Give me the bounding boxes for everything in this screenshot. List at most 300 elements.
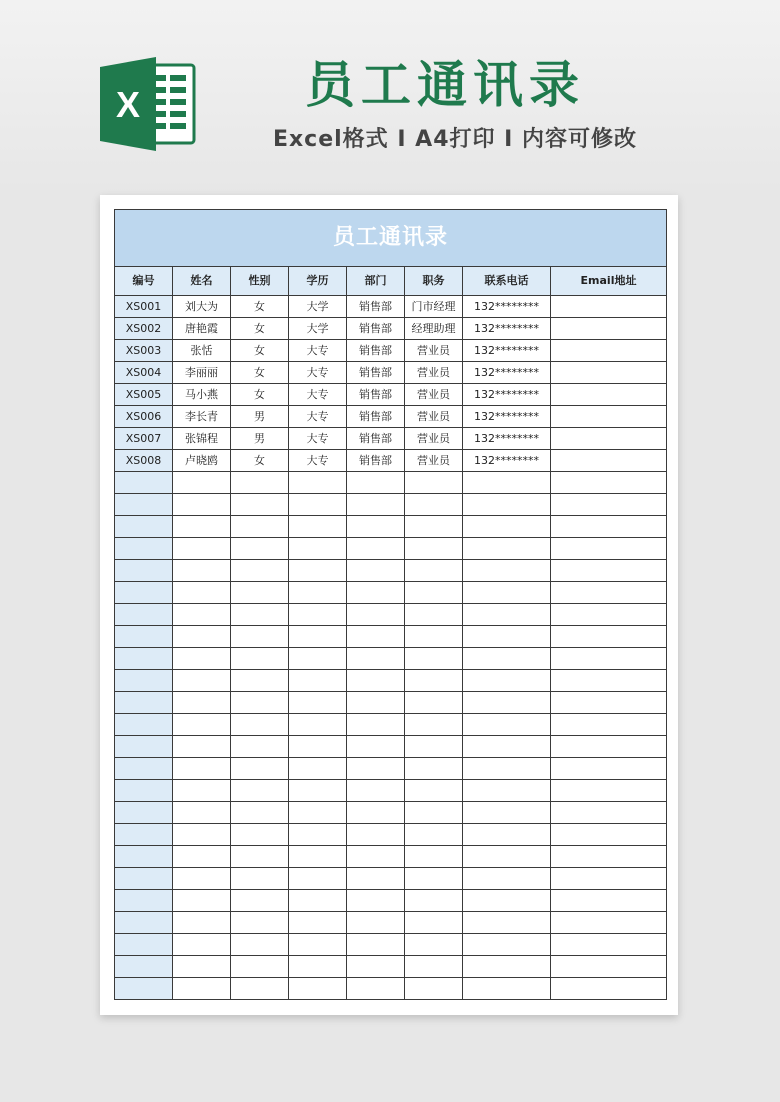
empty-cell-name[interactable] bbox=[173, 516, 231, 538]
empty-cell-education[interactable] bbox=[289, 494, 347, 516]
empty-cell-position[interactable] bbox=[405, 956, 463, 978]
empty-cell-phone[interactable] bbox=[463, 824, 551, 846]
cell-department[interactable]: 销售部 bbox=[347, 340, 405, 362]
empty-cell-education[interactable] bbox=[289, 714, 347, 736]
empty-cell-name[interactable] bbox=[173, 604, 231, 626]
empty-cell-department[interactable] bbox=[347, 758, 405, 780]
excel-icon bbox=[100, 55, 198, 153]
cell-name[interactable]: 马小燕 bbox=[173, 384, 231, 406]
column-header-email[interactable]: Email地址 bbox=[551, 267, 667, 296]
empty-row bbox=[115, 736, 667, 758]
empty-cell-name[interactable] bbox=[173, 934, 231, 956]
empty-cell-phone[interactable] bbox=[463, 780, 551, 802]
empty-cell-phone[interactable] bbox=[463, 978, 551, 1000]
cell-education[interactable]: 大专 bbox=[289, 450, 347, 472]
empty-cell-department[interactable] bbox=[347, 670, 405, 692]
empty-cell-position[interactable] bbox=[405, 472, 463, 494]
empty-cell-position[interactable] bbox=[405, 604, 463, 626]
empty-cell-email[interactable] bbox=[551, 516, 667, 538]
empty-cell-education[interactable] bbox=[289, 692, 347, 714]
cell-education[interactable]: 大专 bbox=[289, 406, 347, 428]
cell-name[interactable]: 刘大为 bbox=[173, 296, 231, 318]
empty-cell-id[interactable] bbox=[115, 802, 173, 824]
cell-id[interactable]: XS007 bbox=[115, 428, 173, 450]
empty-cell-id[interactable] bbox=[115, 824, 173, 846]
empty-cell-phone[interactable] bbox=[463, 912, 551, 934]
empty-cell-email[interactable] bbox=[551, 934, 667, 956]
empty-cell-position[interactable] bbox=[405, 890, 463, 912]
cell-email[interactable] bbox=[551, 362, 667, 384]
empty-cell-gender[interactable] bbox=[231, 802, 289, 824]
empty-cell-gender[interactable] bbox=[231, 670, 289, 692]
empty-cell-gender[interactable] bbox=[231, 494, 289, 516]
cell-email[interactable] bbox=[551, 384, 667, 406]
cell-department[interactable]: 销售部 bbox=[347, 384, 405, 406]
cell-phone[interactable]: 132******** bbox=[463, 296, 551, 318]
empty-cell-education[interactable] bbox=[289, 824, 347, 846]
empty-cell-gender[interactable] bbox=[231, 934, 289, 956]
empty-cell-gender[interactable] bbox=[231, 824, 289, 846]
empty-cell-position[interactable] bbox=[405, 516, 463, 538]
table-row bbox=[115, 450, 667, 472]
cell-position[interactable]: 门市经理 bbox=[405, 296, 463, 318]
cell-gender[interactable]: 女 bbox=[231, 296, 289, 318]
cell-gender[interactable]: 男 bbox=[231, 428, 289, 450]
empty-cell-id[interactable] bbox=[115, 956, 173, 978]
cell-email[interactable] bbox=[551, 318, 667, 340]
empty-row bbox=[115, 868, 667, 890]
empty-cell-email[interactable] bbox=[551, 582, 667, 604]
empty-cell-education[interactable] bbox=[289, 582, 347, 604]
empty-cell-phone[interactable] bbox=[463, 582, 551, 604]
empty-cell-department[interactable] bbox=[347, 868, 405, 890]
cell-education[interactable]: 大专 bbox=[289, 428, 347, 450]
empty-cell-id[interactable] bbox=[115, 670, 173, 692]
cell-gender[interactable]: 女 bbox=[231, 362, 289, 384]
empty-cell-education[interactable] bbox=[289, 538, 347, 560]
empty-cell-id[interactable] bbox=[115, 472, 173, 494]
empty-cell-id[interactable] bbox=[115, 846, 173, 868]
empty-cell-phone[interactable] bbox=[463, 648, 551, 670]
empty-cell-id[interactable] bbox=[115, 714, 173, 736]
cell-name[interactable]: 张恬 bbox=[173, 340, 231, 362]
empty-row bbox=[115, 538, 667, 560]
empty-cell-email[interactable] bbox=[551, 846, 667, 868]
empty-row bbox=[115, 846, 667, 868]
empty-cell-email[interactable] bbox=[551, 868, 667, 890]
empty-cell-education[interactable] bbox=[289, 472, 347, 494]
empty-row bbox=[115, 560, 667, 582]
empty-cell-gender[interactable] bbox=[231, 648, 289, 670]
empty-cell-education[interactable] bbox=[289, 846, 347, 868]
empty-cell-email[interactable] bbox=[551, 604, 667, 626]
empty-cell-name[interactable] bbox=[173, 824, 231, 846]
empty-cell-name[interactable] bbox=[173, 780, 231, 802]
empty-cell-name[interactable] bbox=[173, 582, 231, 604]
empty-cell-id[interactable] bbox=[115, 758, 173, 780]
cell-email[interactable] bbox=[551, 340, 667, 362]
empty-cell-position[interactable] bbox=[405, 626, 463, 648]
empty-cell-gender[interactable] bbox=[231, 868, 289, 890]
empty-cell-position[interactable] bbox=[405, 736, 463, 758]
empty-cell-id[interactable] bbox=[115, 560, 173, 582]
empty-row bbox=[115, 626, 667, 648]
empty-cell-gender[interactable] bbox=[231, 736, 289, 758]
empty-cell-education[interactable] bbox=[289, 890, 347, 912]
empty-cell-name[interactable] bbox=[173, 560, 231, 582]
empty-row bbox=[115, 604, 667, 626]
empty-cell-education[interactable] bbox=[289, 956, 347, 978]
empty-cell-id[interactable] bbox=[115, 736, 173, 758]
empty-cell-name[interactable] bbox=[173, 868, 231, 890]
cell-phone[interactable]: 132******** bbox=[463, 318, 551, 340]
empty-cell-name[interactable] bbox=[173, 978, 231, 1000]
empty-row bbox=[115, 890, 667, 912]
empty-cell-education[interactable] bbox=[289, 648, 347, 670]
empty-cell-position[interactable] bbox=[405, 912, 463, 934]
empty-cell-gender[interactable] bbox=[231, 978, 289, 1000]
empty-cell-phone[interactable] bbox=[463, 670, 551, 692]
cell-phone[interactable]: 132******** bbox=[463, 362, 551, 384]
empty-row bbox=[115, 934, 667, 956]
empty-cell-phone[interactable] bbox=[463, 692, 551, 714]
empty-cell-email[interactable] bbox=[551, 560, 667, 582]
empty-cell-gender[interactable] bbox=[231, 538, 289, 560]
cell-id[interactable]: XS008 bbox=[115, 450, 173, 472]
empty-cell-gender[interactable] bbox=[231, 516, 289, 538]
empty-cell-phone[interactable] bbox=[463, 626, 551, 648]
empty-cell-phone[interactable] bbox=[463, 538, 551, 560]
empty-cell-phone[interactable] bbox=[463, 604, 551, 626]
empty-cell-education[interactable] bbox=[289, 934, 347, 956]
empty-cell-department[interactable] bbox=[347, 560, 405, 582]
table-row bbox=[115, 340, 667, 362]
cell-position[interactable]: 营业员 bbox=[405, 428, 463, 450]
page-subtitle: Excel格式 I A4打印 I 内容可修改 bbox=[272, 127, 638, 152]
empty-cell-education[interactable] bbox=[289, 516, 347, 538]
cell-department[interactable]: 销售部 bbox=[347, 428, 405, 450]
empty-cell-position[interactable] bbox=[405, 670, 463, 692]
empty-cell-department[interactable] bbox=[347, 912, 405, 934]
empty-cell-phone[interactable] bbox=[463, 560, 551, 582]
empty-cell-id[interactable] bbox=[115, 978, 173, 1000]
empty-cell-name[interactable] bbox=[173, 890, 231, 912]
cell-gender[interactable]: 女 bbox=[231, 384, 289, 406]
cell-position[interactable]: 经理助理 bbox=[405, 318, 463, 340]
empty-cell-name[interactable] bbox=[173, 472, 231, 494]
cell-email[interactable] bbox=[551, 296, 667, 318]
empty-cell-name[interactable] bbox=[173, 736, 231, 758]
empty-cell-email[interactable] bbox=[551, 912, 667, 934]
empty-cell-education[interactable] bbox=[289, 802, 347, 824]
empty-cell-id[interactable] bbox=[115, 604, 173, 626]
column-header-department[interactable]: 部门 bbox=[347, 267, 405, 296]
empty-cell-gender[interactable] bbox=[231, 758, 289, 780]
cell-phone[interactable]: 132******** bbox=[463, 340, 551, 362]
cell-position[interactable]: 营业员 bbox=[405, 384, 463, 406]
empty-cell-id[interactable] bbox=[115, 934, 173, 956]
empty-cell-department[interactable] bbox=[347, 538, 405, 560]
cell-position[interactable]: 营业员 bbox=[405, 450, 463, 472]
empty-cell-id[interactable] bbox=[115, 538, 173, 560]
table-row bbox=[115, 318, 667, 340]
cell-name[interactable]: 卢晓鸥 bbox=[173, 450, 231, 472]
empty-cell-id[interactable] bbox=[115, 890, 173, 912]
empty-cell-id[interactable] bbox=[115, 626, 173, 648]
empty-row bbox=[115, 648, 667, 670]
empty-cell-name[interactable] bbox=[173, 758, 231, 780]
table-row bbox=[115, 428, 667, 450]
column-header-name[interactable]: 姓名 bbox=[173, 267, 231, 296]
empty-cell-id[interactable] bbox=[115, 692, 173, 714]
empty-cell-name[interactable] bbox=[173, 692, 231, 714]
empty-cell-phone[interactable] bbox=[463, 494, 551, 516]
empty-cell-department[interactable] bbox=[347, 846, 405, 868]
empty-cell-id[interactable] bbox=[115, 494, 173, 516]
empty-cell-department[interactable] bbox=[347, 802, 405, 824]
column-header-phone[interactable]: 联系电话 bbox=[463, 267, 551, 296]
empty-cell-email[interactable] bbox=[551, 714, 667, 736]
column-header-gender[interactable]: 性别 bbox=[231, 267, 289, 296]
cell-education[interactable]: 大专 bbox=[289, 362, 347, 384]
table-row bbox=[115, 296, 667, 318]
empty-cell-gender[interactable] bbox=[231, 560, 289, 582]
empty-cell-name[interactable] bbox=[173, 670, 231, 692]
empty-cell-department[interactable] bbox=[347, 714, 405, 736]
empty-cell-email[interactable] bbox=[551, 494, 667, 516]
empty-cell-position[interactable] bbox=[405, 846, 463, 868]
empty-cell-gender[interactable] bbox=[231, 626, 289, 648]
empty-cell-position[interactable] bbox=[405, 978, 463, 1000]
cell-education[interactable]: 大学 bbox=[289, 296, 347, 318]
empty-cell-id[interactable] bbox=[115, 868, 173, 890]
empty-cell-department[interactable] bbox=[347, 626, 405, 648]
cell-education[interactable]: 大专 bbox=[289, 384, 347, 406]
empty-cell-department[interactable] bbox=[347, 516, 405, 538]
empty-cell-position[interactable] bbox=[405, 714, 463, 736]
empty-cell-department[interactable] bbox=[347, 978, 405, 1000]
cell-education[interactable]: 大专 bbox=[289, 340, 347, 362]
empty-row bbox=[115, 472, 667, 494]
empty-cell-education[interactable] bbox=[289, 626, 347, 648]
empty-cell-email[interactable] bbox=[551, 956, 667, 978]
cell-gender[interactable]: 女 bbox=[231, 340, 289, 362]
empty-cell-email[interactable] bbox=[551, 648, 667, 670]
empty-cell-gender[interactable] bbox=[231, 912, 289, 934]
empty-cell-email[interactable] bbox=[551, 736, 667, 758]
empty-cell-gender[interactable] bbox=[231, 956, 289, 978]
empty-row bbox=[115, 978, 667, 1000]
empty-cell-education[interactable] bbox=[289, 736, 347, 758]
empty-cell-gender[interactable] bbox=[231, 604, 289, 626]
empty-cell-phone[interactable] bbox=[463, 890, 551, 912]
empty-cell-education[interactable] bbox=[289, 868, 347, 890]
empty-cell-department[interactable] bbox=[347, 494, 405, 516]
empty-cell-email[interactable] bbox=[551, 538, 667, 560]
empty-cell-position[interactable] bbox=[405, 494, 463, 516]
empty-cell-education[interactable] bbox=[289, 978, 347, 1000]
cell-phone[interactable]: 132******** bbox=[463, 450, 551, 472]
cell-department[interactable]: 销售部 bbox=[347, 450, 405, 472]
empty-cell-gender[interactable] bbox=[231, 692, 289, 714]
empty-cell-department[interactable] bbox=[347, 890, 405, 912]
empty-cell-phone[interactable] bbox=[463, 846, 551, 868]
empty-cell-department[interactable] bbox=[347, 648, 405, 670]
empty-row bbox=[115, 582, 667, 604]
empty-row bbox=[115, 912, 667, 934]
empty-cell-email[interactable] bbox=[551, 890, 667, 912]
empty-cell-name[interactable] bbox=[173, 802, 231, 824]
empty-cell-email[interactable] bbox=[551, 472, 667, 494]
cell-name[interactable]: 唐艳霞 bbox=[173, 318, 231, 340]
empty-cell-email[interactable] bbox=[551, 824, 667, 846]
empty-row bbox=[115, 824, 667, 846]
empty-cell-name[interactable] bbox=[173, 626, 231, 648]
empty-row bbox=[115, 780, 667, 802]
cell-email[interactable] bbox=[551, 450, 667, 472]
column-header-id[interactable]: 编号 bbox=[115, 267, 173, 296]
empty-cell-id[interactable] bbox=[115, 912, 173, 934]
empty-cell-education[interactable] bbox=[289, 560, 347, 582]
empty-cell-gender[interactable] bbox=[231, 472, 289, 494]
cell-gender[interactable]: 女 bbox=[231, 318, 289, 340]
cell-position[interactable]: 营业员 bbox=[405, 362, 463, 384]
cell-email[interactable] bbox=[551, 406, 667, 428]
empty-row bbox=[115, 714, 667, 736]
empty-cell-department[interactable] bbox=[347, 934, 405, 956]
cell-email[interactable] bbox=[551, 428, 667, 450]
cell-name[interactable]: 张锦程 bbox=[173, 428, 231, 450]
empty-cell-email[interactable] bbox=[551, 780, 667, 802]
empty-cell-gender[interactable] bbox=[231, 714, 289, 736]
table-row bbox=[115, 406, 667, 428]
cell-id[interactable]: XS004 bbox=[115, 362, 173, 384]
cell-id[interactable]: XS003 bbox=[115, 340, 173, 362]
cell-id[interactable]: XS001 bbox=[115, 296, 173, 318]
empty-cell-email[interactable] bbox=[551, 978, 667, 1000]
empty-cell-department[interactable] bbox=[347, 604, 405, 626]
empty-cell-position[interactable] bbox=[405, 648, 463, 670]
cell-department[interactable]: 销售部 bbox=[347, 362, 405, 384]
cell-phone[interactable]: 132******** bbox=[463, 406, 551, 428]
cell-department[interactable]: 销售部 bbox=[347, 318, 405, 340]
contact-table bbox=[114, 209, 667, 1000]
empty-cell-department[interactable] bbox=[347, 956, 405, 978]
empty-row bbox=[115, 692, 667, 714]
empty-cell-position[interactable] bbox=[405, 692, 463, 714]
empty-cell-phone[interactable] bbox=[463, 802, 551, 824]
empty-cell-education[interactable] bbox=[289, 604, 347, 626]
empty-cell-email[interactable] bbox=[551, 692, 667, 714]
empty-cell-education[interactable] bbox=[289, 780, 347, 802]
empty-cell-gender[interactable] bbox=[231, 780, 289, 802]
empty-cell-department[interactable] bbox=[347, 692, 405, 714]
empty-cell-department[interactable] bbox=[347, 582, 405, 604]
empty-cell-position[interactable] bbox=[405, 868, 463, 890]
empty-row bbox=[115, 802, 667, 824]
empty-cell-education[interactable] bbox=[289, 670, 347, 692]
empty-cell-department[interactable] bbox=[347, 472, 405, 494]
empty-cell-id[interactable] bbox=[115, 780, 173, 802]
cell-education[interactable]: 大学 bbox=[289, 318, 347, 340]
empty-cell-name[interactable] bbox=[173, 538, 231, 560]
empty-cell-email[interactable] bbox=[551, 670, 667, 692]
cell-phone[interactable]: 132******** bbox=[463, 428, 551, 450]
empty-cell-position[interactable] bbox=[405, 560, 463, 582]
cell-name[interactable]: 李丽丽 bbox=[173, 362, 231, 384]
empty-cell-gender[interactable] bbox=[231, 890, 289, 912]
cell-department[interactable]: 销售部 bbox=[347, 296, 405, 318]
cell-name[interactable]: 李长青 bbox=[173, 406, 231, 428]
empty-cell-email[interactable] bbox=[551, 758, 667, 780]
cell-position[interactable]: 营业员 bbox=[405, 406, 463, 428]
empty-cell-id[interactable] bbox=[115, 516, 173, 538]
empty-cell-department[interactable] bbox=[347, 824, 405, 846]
empty-cell-education[interactable] bbox=[289, 758, 347, 780]
sheet-title[interactable]: 员工通讯录 bbox=[115, 210, 667, 267]
empty-cell-name[interactable] bbox=[173, 912, 231, 934]
empty-row bbox=[115, 494, 667, 516]
empty-cell-phone[interactable] bbox=[463, 934, 551, 956]
empty-cell-position[interactable] bbox=[405, 934, 463, 956]
empty-cell-position[interactable] bbox=[405, 802, 463, 824]
empty-cell-phone[interactable] bbox=[463, 956, 551, 978]
column-header-education[interactable]: 学历 bbox=[289, 267, 347, 296]
column-header-position[interactable]: 职务 bbox=[405, 267, 463, 296]
empty-cell-department[interactable] bbox=[347, 736, 405, 758]
cell-phone[interactable]: 132******** bbox=[463, 384, 551, 406]
empty-cell-position[interactable] bbox=[405, 758, 463, 780]
empty-cell-phone[interactable] bbox=[463, 714, 551, 736]
empty-cell-phone[interactable] bbox=[463, 472, 551, 494]
page-title: 员工通讯录 bbox=[305, 56, 585, 114]
cell-id[interactable]: XS006 bbox=[115, 406, 173, 428]
table-body bbox=[115, 296, 667, 1000]
empty-cell-department[interactable] bbox=[347, 780, 405, 802]
spreadsheet-paper bbox=[100, 195, 678, 1015]
empty-cell-position[interactable] bbox=[405, 538, 463, 560]
cell-department[interactable]: 销售部 bbox=[347, 406, 405, 428]
empty-cell-phone[interactable] bbox=[463, 736, 551, 758]
empty-cell-gender[interactable] bbox=[231, 582, 289, 604]
empty-cell-name[interactable] bbox=[173, 956, 231, 978]
empty-cell-name[interactable] bbox=[173, 648, 231, 670]
empty-row bbox=[115, 956, 667, 978]
empty-cell-position[interactable] bbox=[405, 780, 463, 802]
empty-cell-phone[interactable] bbox=[463, 516, 551, 538]
empty-cell-email[interactable] bbox=[551, 802, 667, 824]
empty-cell-id[interactable] bbox=[115, 648, 173, 670]
table-row bbox=[115, 384, 667, 406]
cell-gender[interactable]: 女 bbox=[231, 450, 289, 472]
empty-cell-phone[interactable] bbox=[463, 758, 551, 780]
empty-cell-name[interactable] bbox=[173, 494, 231, 516]
cell-gender[interactable]: 男 bbox=[231, 406, 289, 428]
empty-cell-position[interactable] bbox=[405, 824, 463, 846]
empty-cell-gender[interactable] bbox=[231, 846, 289, 868]
empty-cell-name[interactable] bbox=[173, 714, 231, 736]
empty-cell-position[interactable] bbox=[405, 582, 463, 604]
empty-cell-education[interactable] bbox=[289, 912, 347, 934]
empty-cell-email[interactable] bbox=[551, 626, 667, 648]
cell-id[interactable]: XS002 bbox=[115, 318, 173, 340]
cell-id[interactable]: XS005 bbox=[115, 384, 173, 406]
cell-position[interactable]: 营业员 bbox=[405, 340, 463, 362]
empty-cell-phone[interactable] bbox=[463, 868, 551, 890]
empty-cell-id[interactable] bbox=[115, 582, 173, 604]
empty-cell-name[interactable] bbox=[173, 846, 231, 868]
empty-row bbox=[115, 670, 667, 692]
